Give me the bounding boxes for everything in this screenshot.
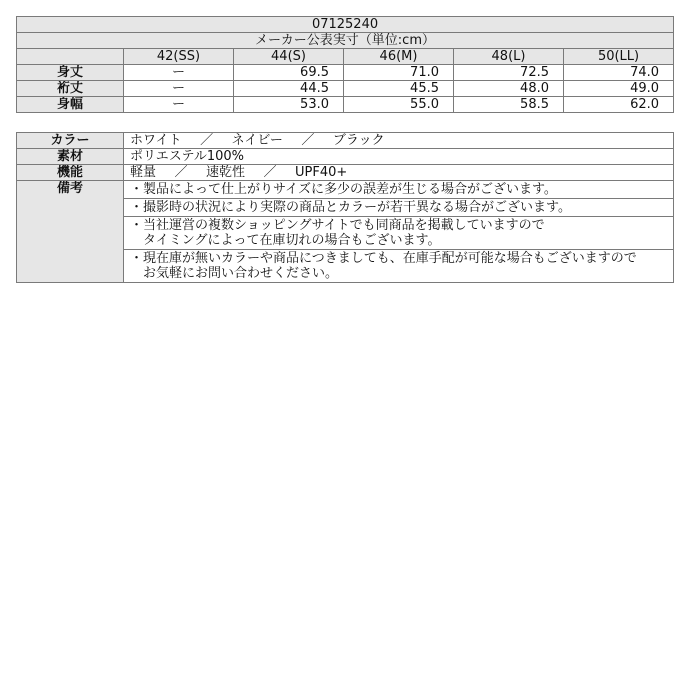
size-value: ー xyxy=(124,65,234,81)
size-value: 62.0 xyxy=(564,97,674,113)
spec-label: カラー xyxy=(17,133,124,149)
spec-row-function xyxy=(17,165,674,181)
size-value: 55.0 xyxy=(344,97,454,113)
spec-label: 素材 xyxy=(17,149,124,165)
row-label: 身丈 xyxy=(17,65,124,81)
header-corner xyxy=(17,49,124,65)
function-values xyxy=(124,165,674,181)
size-column-header: 42(SS) xyxy=(124,49,234,65)
color-option: ネイビー xyxy=(231,133,283,148)
material-value: ポリエステル100% xyxy=(124,149,674,165)
size-row-body-width xyxy=(17,97,674,113)
spec-label: 機能 xyxy=(17,165,124,181)
note-item xyxy=(124,181,673,199)
notes-list xyxy=(124,181,674,283)
function-item: 軽量 xyxy=(130,165,157,180)
color-option: ホワイト xyxy=(130,133,182,148)
size-row-sleeve-length xyxy=(17,81,674,97)
size-column-header: 50(LL) xyxy=(564,49,674,65)
function-item: UPF40+ xyxy=(295,165,348,180)
note-item xyxy=(124,199,673,217)
note-line: ・製品によって仕上がりサイズに多少の誤差が生じる場合がございます。 xyxy=(130,182,557,197)
size-value: ー xyxy=(124,81,234,97)
spec-row-material xyxy=(17,149,674,165)
size-value: 58.5 xyxy=(454,97,564,113)
note-line: ・撮影時の状況により実際の商品とカラーが若干異なる場合がございます。 xyxy=(130,200,571,215)
color-option: ブラック xyxy=(332,133,385,148)
size-value: 49.0 xyxy=(564,81,674,97)
size-value: 48.0 xyxy=(454,81,564,97)
function-item: 速乾性 xyxy=(206,165,246,180)
spec-label: 備考 xyxy=(17,181,124,283)
size-value: 74.0 xyxy=(564,65,674,81)
size-value: ー xyxy=(124,97,234,113)
size-value: 71.0 xyxy=(344,65,454,81)
size-value: 45.5 xyxy=(344,81,454,97)
size-column-header: 46(M) xyxy=(344,49,454,65)
size-value: 53.0 xyxy=(234,97,344,113)
size-value: 72.5 xyxy=(454,65,564,81)
note-line: お気軽にお問い合わせください。 xyxy=(143,266,339,281)
separator: ／ xyxy=(200,133,214,148)
spec-table xyxy=(16,132,674,283)
product-code: 07125240 xyxy=(17,17,674,33)
row-label: 身幅 xyxy=(17,97,124,113)
size-column-header: 44(S) xyxy=(234,49,344,65)
size-table xyxy=(16,16,674,113)
note-item xyxy=(124,217,673,250)
size-table-title: メーカー公表実寸（単位:cm） xyxy=(17,33,674,49)
note-item xyxy=(124,250,673,282)
separator: ／ xyxy=(301,133,315,148)
note-line: ・当社運営の複数ショッピングサイトでも同商品を掲載していますので xyxy=(130,218,545,233)
size-value: 69.5 xyxy=(234,65,344,81)
note-line: タイミングによって在庫切れの場合もございます。 xyxy=(143,233,441,248)
row-label: 裄丈 xyxy=(17,81,124,97)
size-row-body-length xyxy=(17,65,674,81)
size-value: 44.5 xyxy=(234,81,344,97)
size-header-row xyxy=(17,49,674,65)
size-column-header: 48(L) xyxy=(454,49,564,65)
separator: ／ xyxy=(263,165,277,180)
separator: ／ xyxy=(174,165,188,180)
spec-row-color xyxy=(17,133,674,149)
color-options xyxy=(124,133,674,149)
note-line: ・現在庫が無いカラーや商品につきましても、在庫手配が可能な場合もございますので xyxy=(130,251,637,266)
spec-row-notes xyxy=(17,181,674,283)
